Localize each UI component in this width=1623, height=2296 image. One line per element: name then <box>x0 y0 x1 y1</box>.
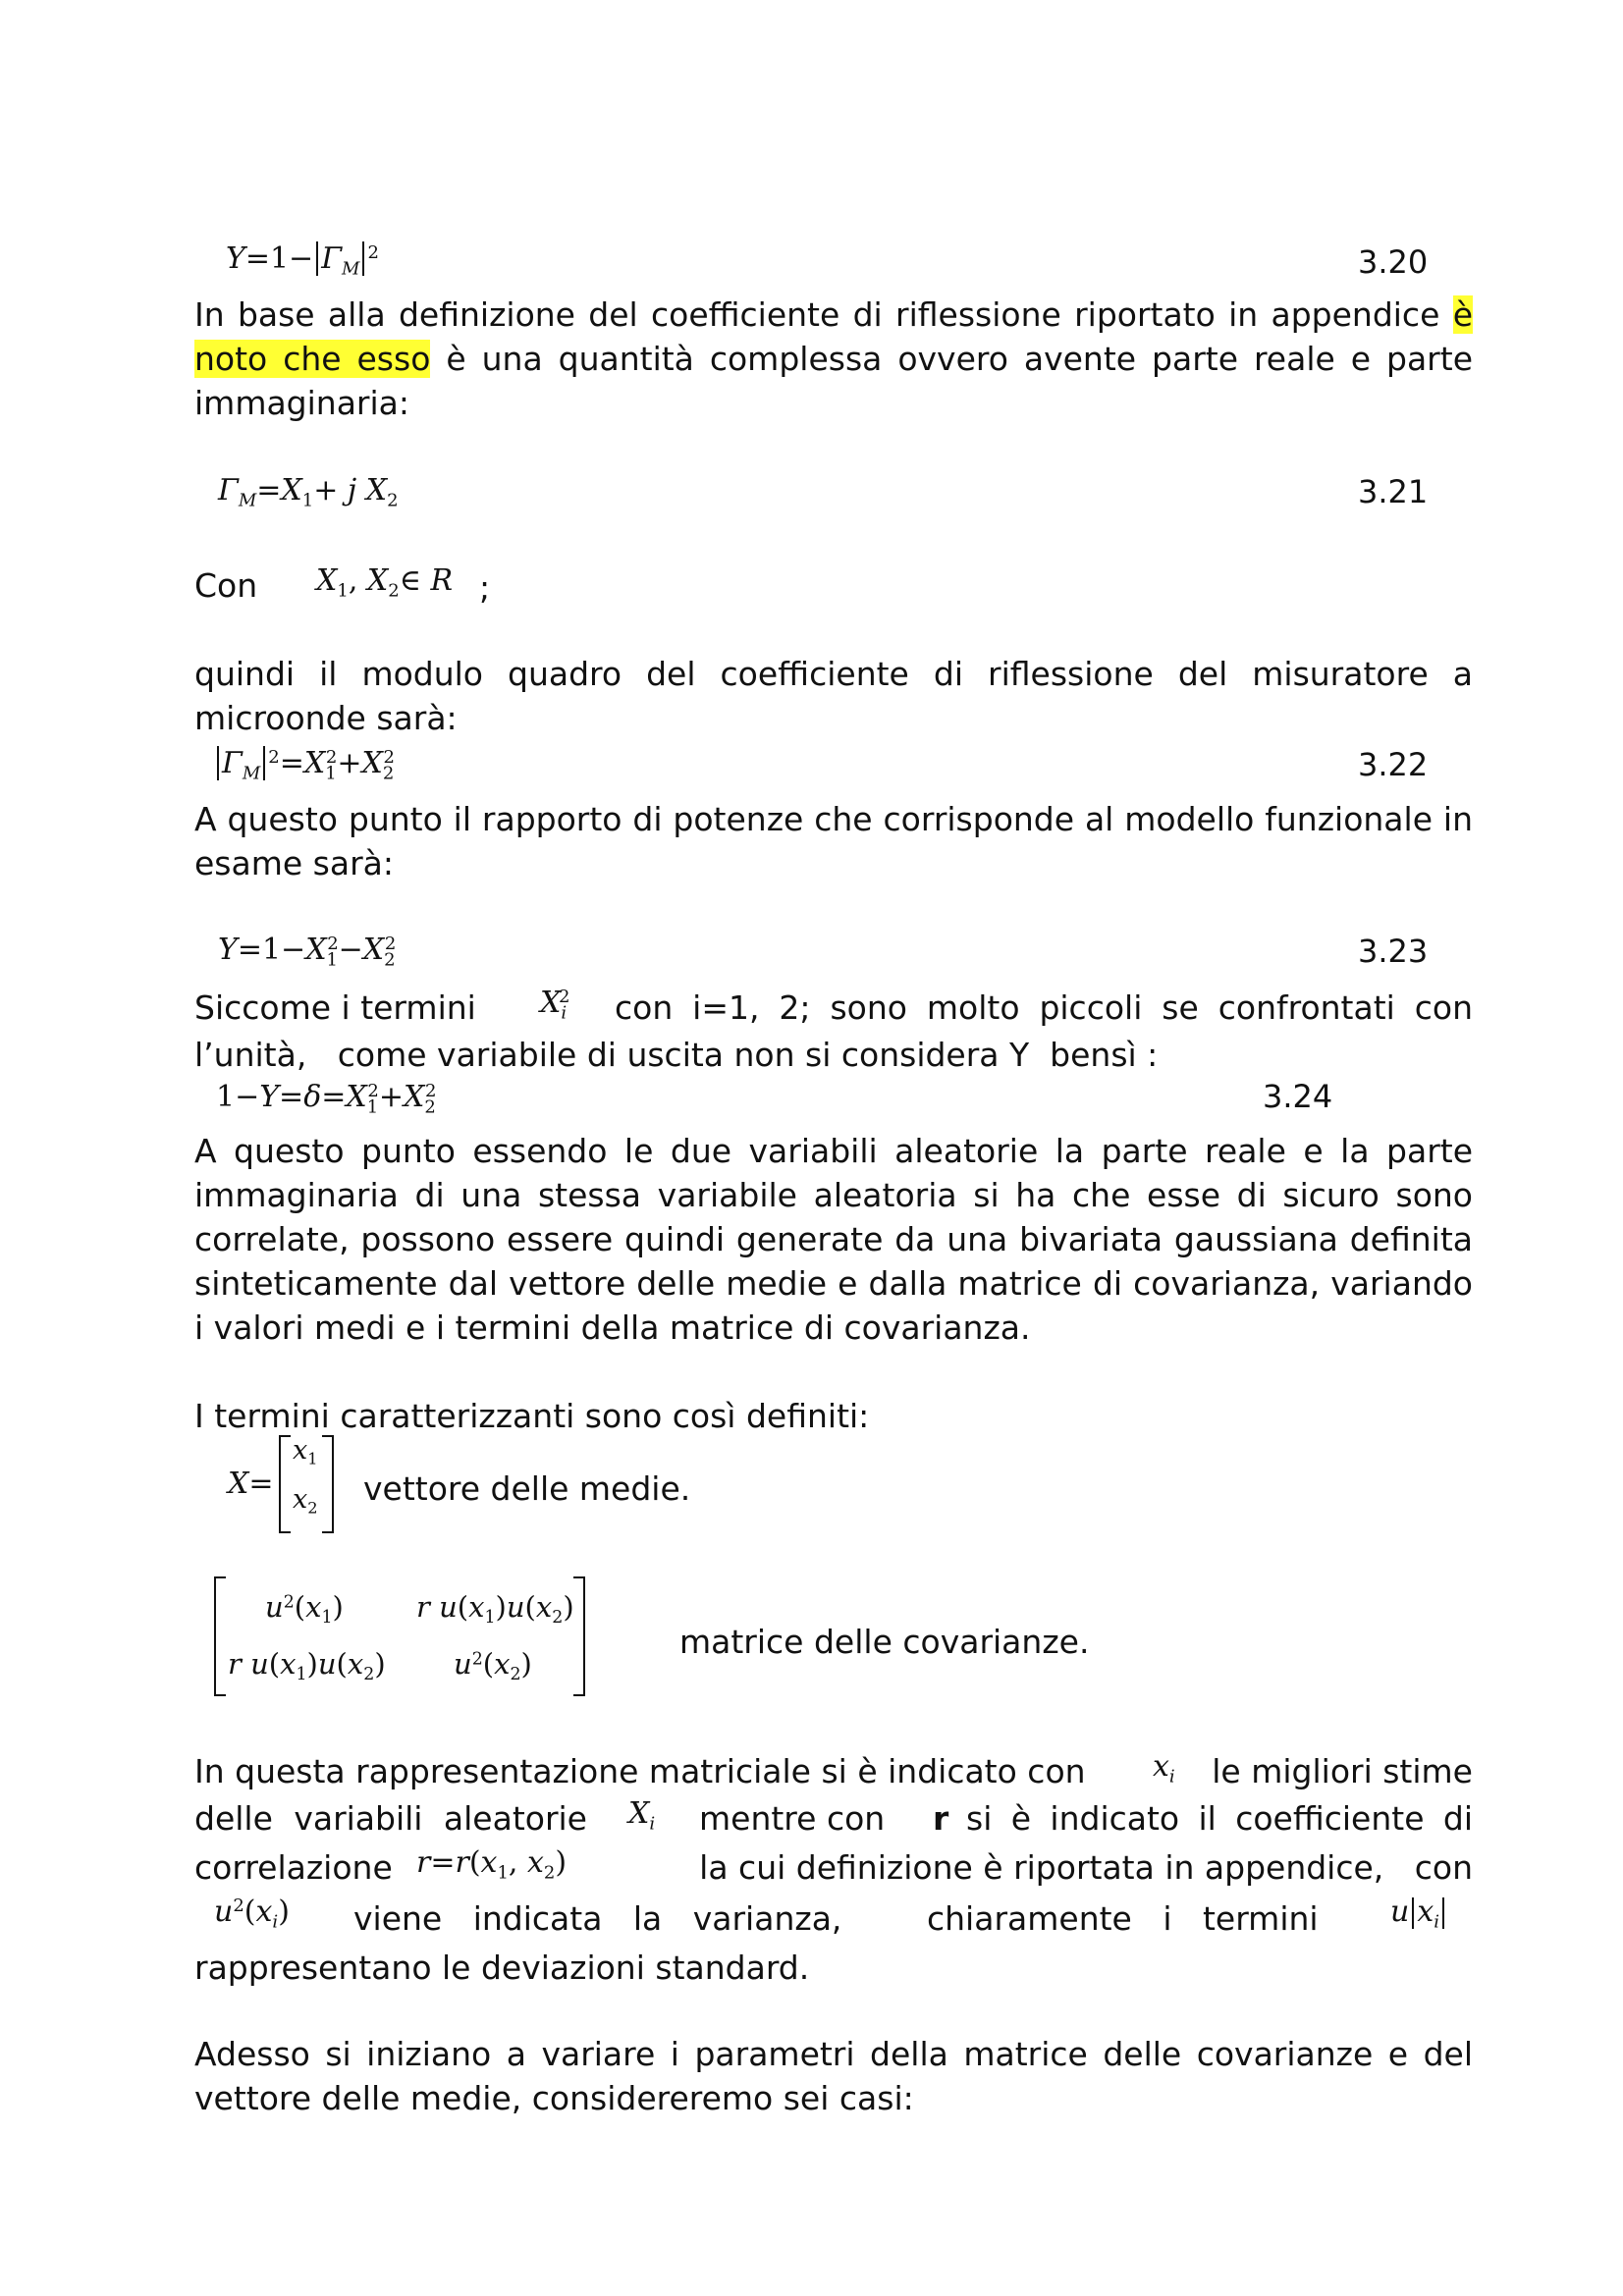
equation-number: 3.21 <box>1358 473 1429 510</box>
mean-vector: X= $x_1$ $x_2$ <box>228 1433 542 1541</box>
equation-number: 3.23 <box>1358 933 1429 970</box>
variance-math: $u^2(x_i)$ <box>214 1895 290 1933</box>
paragraph-line: Siccome i termini <box>194 988 476 1027</box>
paragraph: quindi il modulo quadro del coefficiente di riflessione del misuratore a microonde sarà: <box>194 655 1473 737</box>
equation-3-20: $Y=1- \Gamma_M^2$ <box>226 241 379 280</box>
paragraph-line: si è indicato il coefficiente di <box>966 1799 1473 1838</box>
Xi-math: $X_i$ <box>628 1796 656 1835</box>
text-span: è una quantità complessa ovvero avente parte reale e parte <box>446 340 1473 378</box>
paragraph-line: mentre con <box>699 1799 886 1838</box>
paragraph-line: immaginaria: <box>194 384 410 422</box>
real-domain-math: $X_1$, $X_2\in$ R <box>316 563 454 602</box>
con-label: Con <box>194 566 258 605</box>
correlation-math: $r=r(x_1$, $x_2$) <box>416 1845 568 1884</box>
paragraph-line: viene indicata la varianza, <box>353 1899 842 1938</box>
highlighted-text: noto che esso <box>194 340 431 378</box>
paragraph-line <box>194 293 1473 337</box>
xi-math: $x_i$ <box>1153 1749 1175 1788</box>
paragraph: A questo punto essendo le due variabili aleatorie la parte reale e la parte immaginaria di una stessa variabile aleatoria si ha che esse di sicuro sono correlate, possono essere quindi generate da una bivariata gaussiana definita sinteticamente dal vettore delle medie e dalla matrice di covarianza, variando i valori medi e i termini della matrice di covarianza. <box>194 1132 1473 1347</box>
paragraph-line: la cui definizione è riportata in appendice, con <box>699 1848 1473 1887</box>
matrix-caption: matrice delle covarianze. <box>679 1623 1090 1661</box>
equation-3-21: $\Gamma_M=X_1+ j$ $X_2$ <box>218 473 399 511</box>
equation-3-24: $1-Y=\delta=X_1^2+X_2^2$ <box>216 1080 437 1118</box>
covariance-matrix: $u^2(x_1)$ r $u(x_1)u(x_2)$ r $u(x_1)u(x_2)$ $u^2(x_2)$ <box>214 1576 587 1698</box>
paragraph-line: delle variabili aleatorie <box>194 1799 587 1838</box>
paragraph-line: rappresentano le deviazioni standard. <box>194 1949 810 1987</box>
paragraph-line: le migliori stime <box>1212 1752 1473 1790</box>
equation-number: 3.24 <box>1263 1078 1333 1115</box>
r-bold: r <box>933 1799 949 1838</box>
paragraph-line: con i=1, 2; sono molto piccoli se confrontati con <box>615 988 1473 1027</box>
text-span: In base alla definizione del coefficiente di riflessione riportato in appendice <box>194 295 1440 334</box>
equation-3-22: $\Gamma_M^2=X_1^2+X_2^2$ <box>214 746 395 783</box>
paragraph: Adesso si iniziano a variare i parametri della matrice delle covarianze e del vettore delle medie, considereremo sei casi: <box>194 2035 1473 2117</box>
equation-number: 3.20 <box>1358 243 1429 281</box>
xi-squared-math: $X_i^2$ <box>540 986 570 1024</box>
stddev-math: u $x_i$ <box>1390 1895 1447 1932</box>
equation-3-23: $Y=1-X_1^2-X_2^2$ <box>218 933 397 971</box>
paragraph-line: correlazione <box>194 1848 393 1887</box>
semicolon: ; <box>479 568 491 607</box>
paragraph-line: chiaramente i termini <box>927 1899 1319 1938</box>
paragraph-line: In questa rappresentazione matriciale si è indicato con <box>194 1752 1086 1790</box>
paragraph-line <box>194 337 1473 381</box>
equation-number: 3.22 <box>1358 746 1429 783</box>
vector-caption: vettore delle medie. <box>363 1469 691 1508</box>
paragraph: I termini caratterizzanti sono così definiti: <box>194 1397 870 1435</box>
highlighted-text: è <box>1452 295 1473 334</box>
paragraph: A questo punto il rapporto di potenze che corrisponde al modello funzionale in esame sarà: <box>194 800 1473 882</box>
paragraph-line: l’unità, come variabile di uscita non si considera Y bensì : <box>194 1036 1159 1074</box>
